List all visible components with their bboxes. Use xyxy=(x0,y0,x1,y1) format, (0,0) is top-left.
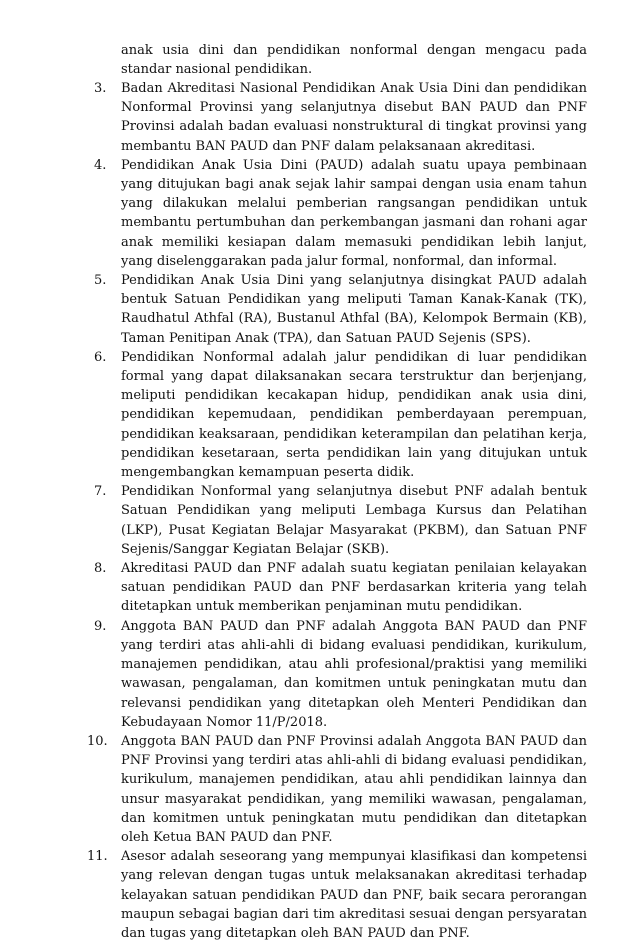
item-text: Badan Akreditasi Nasional Pendidikan Anak Usia Dini dan pendidikan Nonformal Provinsi yang selanjutnya disebut BAN PAUD dan PNF Provinsi adalah badan evaluasi nonstruktural di tingkat provinsi yang membantu BAN PAUD dan PNF dalam pelaksanaan akreditasi. xyxy=(121,81,587,154)
item-text: Pendidikan Anak Usia Dini (PAUD) adalah suatu upaya pembinaan yang ditujukan bagi anak sejak lahir sampai dengan usia enam tahun yang dilakukan melalui pemberian rangsangan pendidikan untuk membantu pertumbuhan dan perkembangan jasmani dan rohani agar anak memiliki kesiapan dalam memasuki pendidikan lebih lanjut, yang diselenggarakan pada jalur formal, nonformal, dan informal. xyxy=(121,157,587,269)
list-item xyxy=(0,482,587,559)
item-number: 3. xyxy=(94,81,107,96)
item-text: Anggota BAN PAUD dan PNF Provinsi adalah Anggota BAN PAUD dan PNF Provinsi yang terdiri atas ahli-ahli di bidang evaluasi pendidikan, kurikulum, manajemen pendidikan, atau ahli pendidikan lainnya dan unsur masyarakat pendidikan, yang memiliki wawasan, pengalaman, dan komitmen untuk peningkatan mutu pendidikan dan ditetapkan oleh Ketua BAN PAUD dan PNF. xyxy=(121,733,587,845)
item-text: Anggota BAN PAUD dan PNF adalah Anggota BAN PAUD dan PNF yang terdiri atas ahli-ahli di bidang evaluasi pendidikan, kurikulum, manajemen pendidikan, atau ahli profesional/praktisi yang memiliki wawasan, pengalaman, dan komitmen untuk peningkatan mutu dan relevansi pendidikan yang ditetapkan oleh Menteri Pendidikan dan Kebudayaan Nomor 11/P/2018. xyxy=(121,618,587,730)
definition-list xyxy=(0,79,638,943)
item-text: Pendidikan Anak Usia Dini yang selanjutnya disingkat PAUD adalah bentuk Satuan Pendidikan yang meliputi Taman Kanak-Kanak (TK), Raudhatul Athfal (RA), Bustanul Athfal (BA), Kelompok Bermain (KB), Taman Penitipan Anak (TPA), dan Satuan PAUD Sejenis (SPS). xyxy=(121,273,587,346)
item-text: Pendidikan Nonformal adalah jalur pendidikan di luar pendidikan formal yang dapat dilaksanakan secara terstruktur dan berjenjang, meliputi pendidikan kecakapan hidup, pendidikan anak usia dini, pendidikan kepemudaan, pendidikan pemberdayaan perempuan, pendidikan keaksaraan, pendidikan keterampilan dan pelatihan kerja, pendidikan kesetaraan, serta pendidikan lain yang ditujukan untuk mengembangkan kemampuan peserta didik. xyxy=(121,349,587,481)
continuation-paragraph: anak usia dini dan pendidikan nonformal dengan mengacu pada standar nasional pendidikan. xyxy=(121,43,587,78)
item-number: 8. xyxy=(94,561,107,577)
item-text: Asesor adalah seseorang yang mempunyai klasifikasi dan kompetensi yang relevan dengan tugas untuk melaksanakan akreditasi terhadap kelayakan satuan pendidikan PAUD dan PNF, baik secara perorangan maupun sebagai bagian dari tim akreditasi sesuai dengan persyaratan dan tugas yang ditetapkan oleh BAN PAUD dan PNF. xyxy=(121,849,587,941)
list-item xyxy=(0,271,587,348)
item-text: Akreditasi PAUD dan PNF adalah suatu kegiatan penilaian kelayakan satuan pendidikan PAUD dan PNF berdasarkan kriteria yang telah ditetapkan untuk memberikan penjaminan mutu pendidikan. xyxy=(121,561,587,615)
list-item xyxy=(0,156,587,271)
item-number: 7. xyxy=(94,484,107,500)
list-item xyxy=(0,79,587,156)
list-item xyxy=(0,847,587,943)
list-item xyxy=(0,559,587,617)
list-item xyxy=(0,732,587,847)
item-number: 10. xyxy=(87,733,108,749)
item-number: 9. xyxy=(94,618,107,634)
item-number: 11. xyxy=(87,849,108,865)
item-number: 4. xyxy=(94,157,107,173)
item-number: 6. xyxy=(94,349,107,365)
list-item xyxy=(0,348,587,482)
item-text: Pendidikan Nonformal yang selanjutnya disebut PNF adalah bentuk Satuan Pendidikan yang meliputi Lembaga Kursus dan Pelatihan (LKP), Pusat Kegiatan Belajar Masyarakat (PKBM), dan Satuan PNF Sejenis/Sanggar Kegiatan Belajar (SKB). xyxy=(121,484,587,557)
item-number: 5. xyxy=(94,273,107,289)
list-item xyxy=(0,617,587,732)
